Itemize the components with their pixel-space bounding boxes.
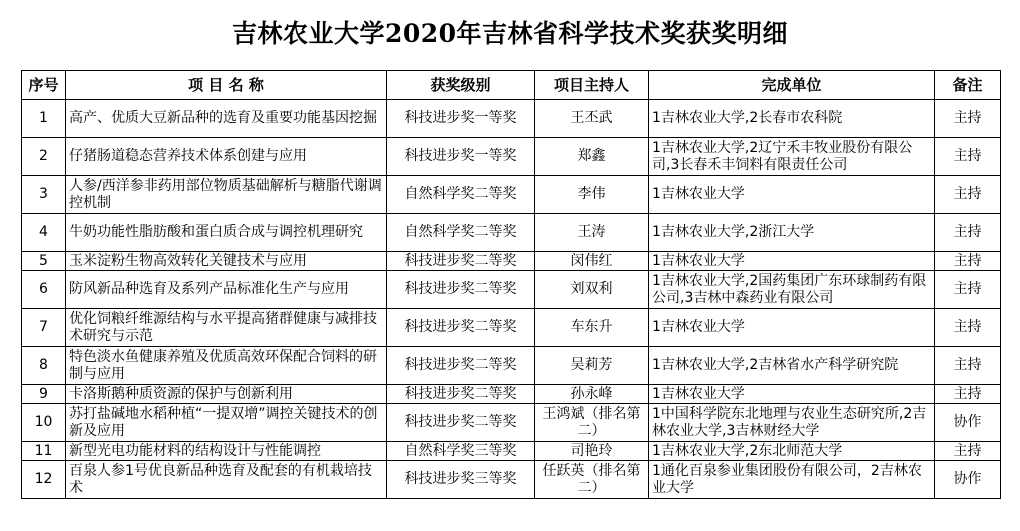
cell-remark: 协作 (935, 404, 1001, 442)
cell-unit: 1通化百泉参业集团股份有限公司，2吉林农业大学 (649, 461, 935, 499)
table-row (22, 309, 1001, 347)
cell-level: 科技进步奖三等奖 (387, 461, 535, 499)
cell-name: 特色淡水鱼健康养殖及优质高效环保配合饲料的研制与应用 (66, 347, 387, 385)
cell-remark: 主持 (935, 442, 1001, 461)
table-row (22, 271, 1001, 309)
cell-remark: 主持 (935, 176, 1001, 214)
cell-remark: 主持 (935, 138, 1001, 176)
cell-no: 6 (22, 271, 66, 309)
header-remark: 备注 (935, 71, 1001, 100)
header-name: 项 目 名 称 (66, 71, 387, 100)
table-row (22, 461, 1001, 499)
cell-level: 科技进步奖二等奖 (387, 385, 535, 404)
cell-no: 7 (22, 309, 66, 347)
cell-leader: 王丕武 (535, 100, 649, 138)
cell-no: 5 (22, 252, 66, 271)
cell-level: 自然科学奖三等奖 (387, 442, 535, 461)
table-row (22, 214, 1001, 252)
cell-remark: 主持 (935, 100, 1001, 138)
cell-no: 4 (22, 214, 66, 252)
cell-leader: 任跃英（排名第二） (535, 461, 649, 499)
cell-name: 卡洛斯鹅种质资源的保护与创新利用 (66, 385, 387, 404)
cell-unit: 1吉林农业大学 (649, 252, 935, 271)
cell-unit: 1吉林农业大学,2东北师范大学 (649, 442, 935, 461)
cell-unit: 1吉林农业大学 (649, 309, 935, 347)
table-row (22, 442, 1001, 461)
header-no: 序号 (22, 71, 66, 100)
cell-leader: 郑鑫 (535, 138, 649, 176)
cell-remark: 主持 (935, 252, 1001, 271)
cell-leader: 李伟 (535, 176, 649, 214)
cell-name: 玉米淀粉生物高效转化关键技术与应用 (66, 252, 387, 271)
cell-name: 新型光电功能材料的结构设计与性能调控 (66, 442, 387, 461)
cell-remark: 主持 (935, 309, 1001, 347)
cell-level: 科技进步奖二等奖 (387, 271, 535, 309)
cell-level: 科技进步奖二等奖 (387, 309, 535, 347)
cell-leader: 孙永峰 (535, 385, 649, 404)
cell-no: 3 (22, 176, 66, 214)
cell-unit: 1吉林农业大学,2吉林省水产科学研究院 (649, 347, 935, 385)
cell-no: 1 (22, 100, 66, 138)
awards-table (21, 70, 1001, 499)
cell-name: 牛奶功能性脂肪酸和蛋白质合成与调控机理研究 (66, 214, 387, 252)
table-row (22, 100, 1001, 138)
cell-no: 8 (22, 347, 66, 385)
header-level: 获奖级别 (387, 71, 535, 100)
cell-remark: 主持 (935, 385, 1001, 404)
cell-unit: 1中国科学院东北地理与农业生态研究所,2吉林农业大学,3吉林财经大学 (649, 404, 935, 442)
cell-no: 11 (22, 442, 66, 461)
cell-unit: 1吉林农业大学,2浙江大学 (649, 214, 935, 252)
cell-remark: 协作 (935, 461, 1001, 499)
table-row (22, 176, 1001, 214)
table-row (22, 138, 1001, 176)
cell-level: 自然科学奖二等奖 (387, 214, 535, 252)
table-row (22, 404, 1001, 442)
table-row (22, 347, 1001, 385)
cell-name: 仔猪肠道稳态营养技术体系创建与应用 (66, 138, 387, 176)
cell-no: 2 (22, 138, 66, 176)
cell-level: 自然科学奖二等奖 (387, 176, 535, 214)
cell-leader: 王鸿斌（排名第二） (535, 404, 649, 442)
cell-unit: 1吉林农业大学,2辽宁禾丰牧业股份有限公司,3长春禾丰饲料有限责任公司 (649, 138, 935, 176)
cell-name: 苏打盐碱地水稻种植“一提双增”调控关键技术的创新及应用 (66, 404, 387, 442)
cell-name: 百泉人参1号优良新品种选育及配套的有机栽培技术 (66, 461, 387, 499)
header-unit: 完成单位 (649, 71, 935, 100)
table-row (22, 385, 1001, 404)
cell-name: 人参/西洋参非药用部位物质基础解析与糖脂代谢调控机制 (66, 176, 387, 214)
page-title: 吉林农业大学2020年吉林省科学技术奖获奖明细 (231, 19, 789, 48)
cell-no: 10 (22, 404, 66, 442)
cell-leader: 车东升 (535, 309, 649, 347)
cell-remark: 主持 (935, 347, 1001, 385)
header-leader: 项目主持人 (535, 71, 649, 100)
cell-name: 防风新品种选育及系列产品标准化生产与应用 (66, 271, 387, 309)
cell-level: 科技进步奖二等奖 (387, 347, 535, 385)
cell-unit: 1吉林农业大学 (649, 176, 935, 214)
table-header-row (22, 71, 1001, 100)
cell-no: 9 (22, 385, 66, 404)
cell-leader: 吴莉芳 (535, 347, 649, 385)
cell-no: 12 (22, 461, 66, 499)
table-row (22, 252, 1001, 271)
cell-leader: 刘双利 (535, 271, 649, 309)
cell-unit: 1吉林农业大学,2国药集团广东环球制药有限公司,3吉林中森药业有限公司 (649, 271, 935, 309)
cell-level: 科技进步奖一等奖 (387, 100, 535, 138)
cell-remark: 主持 (935, 214, 1001, 252)
cell-name: 高产、优质大豆新品种的选育及重要功能基因挖掘 (66, 100, 387, 138)
cell-level: 科技进步奖二等奖 (387, 252, 535, 271)
cell-remark: 主持 (935, 271, 1001, 309)
cell-unit: 1吉林农业大学 (649, 385, 935, 404)
cell-level: 科技进步奖二等奖 (387, 404, 535, 442)
cell-level: 科技进步奖一等奖 (387, 138, 535, 176)
cell-leader: 闵伟红 (535, 252, 649, 271)
cell-leader: 王涛 (535, 214, 649, 252)
cell-leader: 司艳玲 (535, 442, 649, 461)
cell-unit: 1吉林农业大学,2长春市农科院 (649, 100, 935, 138)
cell-name: 优化饲粮纤维源结构与水平提高猪群健康与减排技术研究与示范 (66, 309, 387, 347)
